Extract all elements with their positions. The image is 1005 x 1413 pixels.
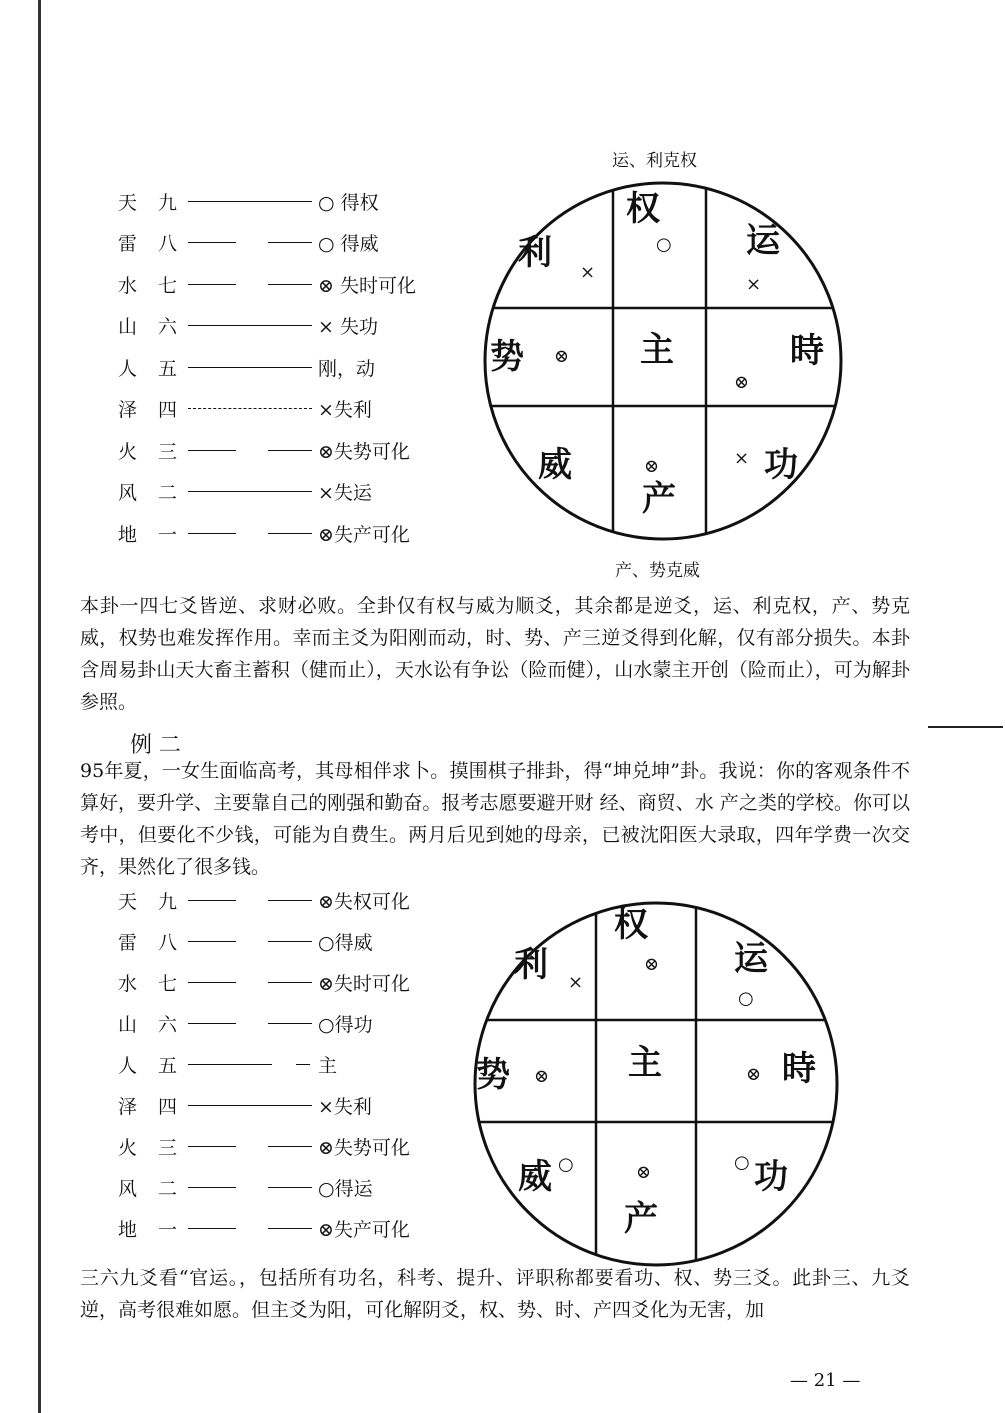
c1-shi-left-mark: ⊗ — [554, 346, 570, 367]
line-name: 地 — [118, 523, 138, 546]
line-name: 泽 — [118, 399, 138, 421]
c2-shi-left: 势 — [476, 1055, 510, 1095]
c2-li: 利 — [514, 945, 548, 985]
line-number: 六 — [158, 316, 178, 338]
line-name: 水 — [118, 972, 138, 995]
line-result: ⊗失权可化 — [318, 890, 410, 913]
scan-right-mark — [928, 726, 1003, 728]
yao-line — [186, 1023, 314, 1024]
c2-quan: 权 — [614, 905, 648, 945]
c1-gong-mark: × — [734, 448, 750, 469]
line-name: 人 — [118, 357, 138, 380]
c1-zhu: 主 — [640, 330, 674, 370]
line-number: 三 — [158, 440, 178, 463]
c1-chan: 产 — [642, 479, 676, 519]
c1-shi-left: 势 — [490, 337, 524, 377]
line-number: 三 — [158, 1136, 178, 1159]
c2-shi-right-mark: ⊗ — [746, 1064, 762, 1085]
line-number: 四 — [158, 1095, 178, 1118]
line-result: ○得运 — [318, 1177, 373, 1200]
line-result: ×失运 — [318, 482, 372, 504]
yao-line — [186, 325, 314, 326]
nine-palace-circle-1 — [478, 176, 848, 546]
example1-paragraph: 本卦一四七爻皆逆、求财必败。全卦仅有权与威为顺爻，其余都是逆爻，运、利克权，产、势克威，权势也难发挥作用。幸而主爻为阳刚而动，时、势、产三逆爻得到化解，仅有部分损失。本卦含周易卦山天大畜主蓄积（健而止），天水讼有争讼（险而健），山水蒙主开创（险而止），可为解卦参照。 — [80, 595, 910, 713]
yao-line — [186, 1064, 314, 1065]
line-name: 泽 — [118, 1095, 138, 1118]
line-result: ⊗失产可化 — [318, 523, 410, 546]
hexagram-line — [118, 395, 372, 423]
hexagram-line — [118, 270, 416, 298]
yao-line — [186, 1146, 314, 1147]
line-number: 二 — [158, 482, 178, 504]
line-name: 地 — [118, 1218, 138, 1241]
line-result: ⊗失产可化 — [318, 1218, 410, 1241]
example2-heading: 例 二 — [130, 733, 181, 758]
c2-zhu: 主 — [628, 1043, 662, 1083]
line-result: ○ 得权 — [318, 191, 379, 214]
line-number: 六 — [158, 1013, 178, 1036]
line-name: 山 — [118, 1013, 138, 1036]
hexagram-line — [118, 519, 410, 547]
yao-line — [186, 450, 314, 451]
line-name: 山 — [118, 316, 138, 338]
line-name: 天 — [118, 890, 138, 913]
hexagram-line — [118, 478, 372, 506]
scan-left-edge — [38, 0, 41, 1413]
c2-gong: 功 — [754, 1157, 788, 1197]
line-number: 二 — [158, 1177, 178, 1200]
line-name: 水 — [118, 274, 138, 297]
line-name: 火 — [118, 1136, 138, 1159]
yao-line — [186, 284, 314, 285]
line-name: 人 — [118, 1054, 138, 1077]
line-name: 风 — [118, 1177, 138, 1200]
c1-li-mark: × — [580, 262, 596, 283]
line-name: 火 — [118, 440, 138, 463]
c1-li: 利 — [518, 233, 552, 273]
c1-wei: 威 — [538, 445, 572, 485]
line-result: ○得功 — [318, 1013, 373, 1036]
c1-yun-mark: × — [746, 274, 762, 295]
closing-paragraph: 三六九爻看“官运。，包括所有功名，科考、提升、评职称都要看功、权、势三爻。此卦三、九爻逆，高考很难如愿。但主爻为阳，可化解阴爻，权、势、时、产四爻化为无害，加 — [80, 1267, 910, 1321]
hexagram-line — [118, 1132, 410, 1160]
yao-line — [186, 941, 314, 942]
c1-quan-mark: ○ — [656, 234, 672, 255]
circle1-bottom-label: 产、势克威 — [615, 561, 700, 581]
yao-line — [186, 242, 314, 243]
hexagram-line — [118, 1050, 337, 1078]
yao-line — [186, 1105, 314, 1106]
c1-chan-mark: ⊗ — [644, 456, 660, 477]
line-name: 雷 — [118, 233, 138, 255]
c1-shi-right-mark: ⊗ — [734, 372, 750, 393]
example2-paragraph: 95年夏，一女生面临高考，其母相伴求卜。摸围棋子排卦，得“坤兑坤”卦。我说：你的客观条件不算好，要升学、主要靠自己的刚强和勤奋。报考志愿要避开财 经、商贸、水 产之类的学校。你可以考中，但要化不少钱，可能为自费生。两月后见到她的母亲，已被沈阳医大录取，四年学费一次交齐，果然化了很多钱。 — [80, 760, 910, 878]
line-name: 天 — [118, 191, 138, 214]
line-number: 五 — [158, 357, 178, 380]
c1-yun: 运 — [746, 221, 780, 261]
circle1-top-label: 运、利克权 — [612, 151, 697, 171]
line-number: 八 — [158, 233, 178, 255]
c2-shi-right: 時 — [782, 1049, 816, 1089]
hexagram-line — [118, 229, 379, 257]
hexagram-line — [118, 1214, 410, 1242]
hexagram-line — [118, 1009, 373, 1037]
c2-shi-left-mark: ⊗ — [534, 1066, 550, 1087]
yao-line — [186, 201, 314, 202]
c1-shi-right: 時 — [790, 331, 824, 371]
yao-line — [186, 1228, 314, 1229]
hexagram-line — [118, 1173, 373, 1201]
line-result: ○得威 — [318, 931, 373, 954]
yao-line — [186, 491, 314, 492]
c2-wei: 威 — [518, 1157, 552, 1197]
line-number: 九 — [158, 191, 178, 214]
hexagram-line — [118, 436, 410, 464]
line-result: ⊗失时可化 — [318, 972, 410, 995]
hexagram-line — [118, 312, 378, 340]
hexagram-line — [118, 1091, 372, 1119]
c2-quan-mark: ⊗ — [644, 954, 660, 975]
yao-line — [186, 533, 314, 534]
c2-chan: 产 — [624, 1199, 658, 1239]
line-number: 五 — [158, 1054, 178, 1077]
line-result: 刚，动 — [318, 357, 376, 380]
hexagram-line — [118, 187, 379, 215]
yao-line — [186, 367, 314, 368]
line-result: ⊗失势可化 — [318, 440, 410, 463]
c2-yun: 运 — [734, 939, 768, 979]
hexagram-line — [118, 927, 373, 955]
line-number: 九 — [158, 890, 178, 913]
line-number: 四 — [158, 399, 178, 421]
line-result: × 失功 — [318, 316, 378, 338]
line-number: 八 — [158, 931, 178, 954]
page-number: — 21 — — [790, 1370, 861, 1391]
line-result: ×失利 — [318, 1095, 372, 1118]
line-result: ⊗失势可化 — [318, 1136, 410, 1159]
hexagram-line — [118, 968, 410, 996]
hexagram-line — [118, 353, 375, 381]
line-result: ○ 得威 — [318, 233, 379, 255]
yao-line — [186, 408, 314, 409]
line-result: ×失利 — [318, 399, 372, 421]
c2-wei-mark: ○ — [558, 1154, 574, 1175]
c2-yun-mark: ○ — [738, 988, 754, 1009]
c2-chan-mark: ⊗ — [636, 1162, 652, 1183]
line-number: 七 — [158, 972, 178, 995]
hexagram-line — [118, 886, 410, 914]
line-name: 雷 — [118, 931, 138, 954]
c1-quan: 权 — [626, 189, 660, 229]
line-number: 一 — [158, 523, 178, 546]
line-result: ⊗ 失时可化 — [318, 274, 416, 297]
line-name: 风 — [118, 482, 138, 504]
c1-gong: 功 — [764, 445, 798, 485]
c2-gong-mark: ○ — [734, 1152, 750, 1173]
line-result: 主 — [318, 1054, 338, 1077]
c2-li-mark: × — [568, 972, 584, 993]
line-number: 七 — [158, 274, 178, 297]
nine-palace-circle-2 — [468, 896, 844, 1272]
yao-line — [186, 982, 314, 983]
yao-line — [186, 1187, 314, 1188]
line-number: 一 — [158, 1218, 178, 1241]
yao-line — [186, 900, 314, 901]
